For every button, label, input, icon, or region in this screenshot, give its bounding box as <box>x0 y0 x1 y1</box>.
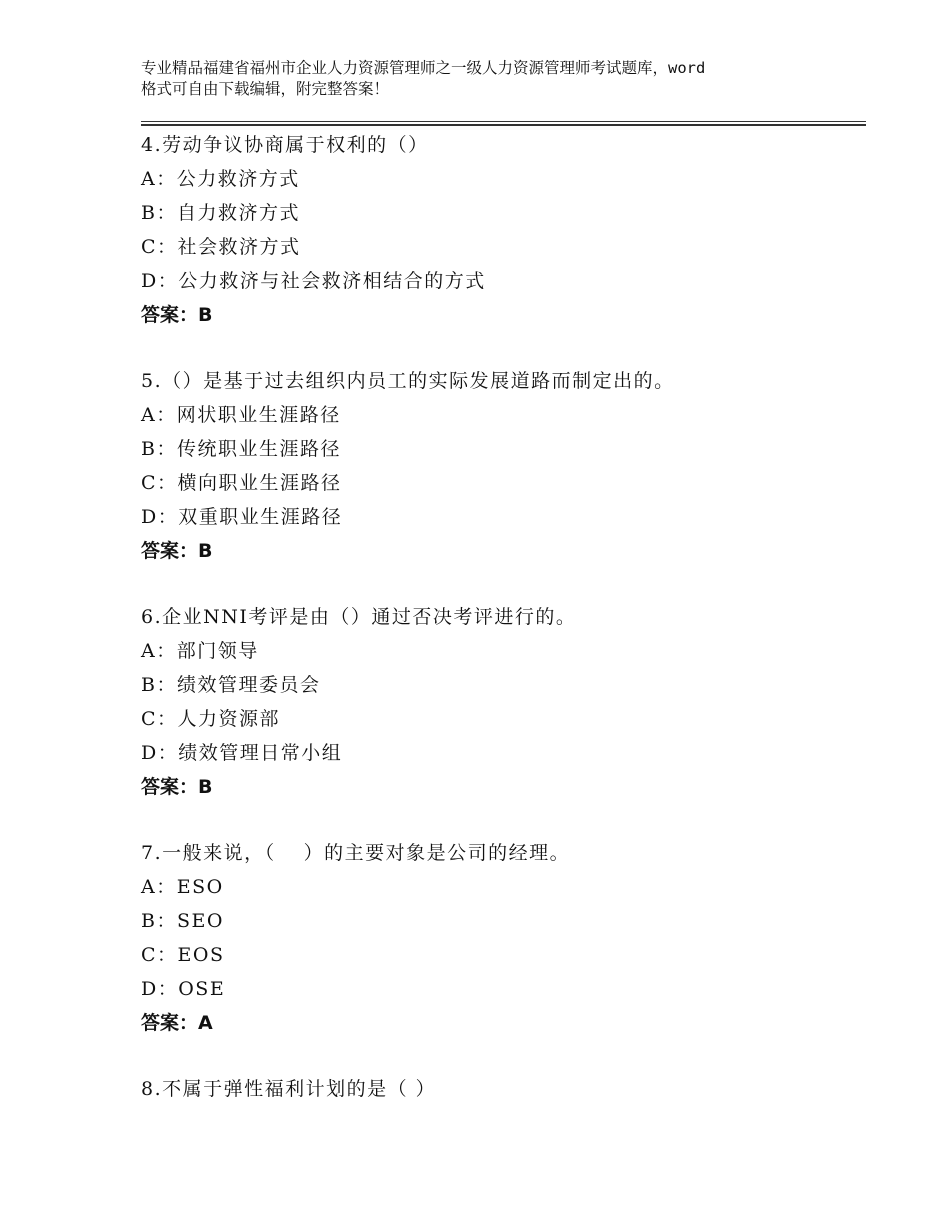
question-7 <box>141 836 861 1040</box>
question-4 <box>141 128 861 332</box>
option-d: D：绩效管理日常小组 <box>141 742 343 764</box>
option-c: C：人力资源部 <box>141 708 281 730</box>
option-a: A：公力救济方式 <box>141 168 300 190</box>
question-stem: 5.（）是基于过去组织内员工的实际发展道路而制定出的。 <box>141 370 675 392</box>
option-a: A：ESO <box>141 876 224 898</box>
question-5 <box>141 364 861 568</box>
answer-label: 答案：B <box>141 304 213 326</box>
answer-label: 答案：B <box>141 540 213 562</box>
answer-label: 答案：A <box>141 1012 213 1034</box>
option-d: D：双重职业生涯路径 <box>141 506 343 528</box>
answer-label: 答案：B <box>141 776 213 798</box>
option-b: B：绩效管理委员会 <box>141 674 321 696</box>
question-stem: 6.企业NNI考评是由（）通过否决考评进行的。 <box>141 606 577 628</box>
option-b: B：传统职业生涯路径 <box>141 438 341 460</box>
question-stem: 4.劳动争议协商属于权利的（） <box>141 134 429 156</box>
option-d: D：OSE <box>141 978 226 1000</box>
header-divider-thin <box>141 121 866 122</box>
question-stem: 7.一般来说，（ ）的主要对象是公司的经理。 <box>141 842 571 864</box>
question-8 <box>141 1072 861 1106</box>
header-title-line-1: 专业精品福建省福州市企业人力资源管理师之一级人力资源管理师考试题库，word <box>141 59 706 77</box>
option-d: D：公力救济与社会救济相结合的方式 <box>141 270 486 292</box>
option-a: A：部门领导 <box>141 640 259 662</box>
question-6 <box>141 600 861 804</box>
header-divider-thick <box>141 124 866 126</box>
option-c: C：社会救济方式 <box>141 236 301 258</box>
option-c: C：EOS <box>141 944 225 966</box>
document-header <box>141 58 841 100</box>
question-list <box>141 128 861 1138</box>
header-title-line-2: 格式可自由下载编辑，附完整答案！ <box>141 80 390 98</box>
option-a: A：网状职业生涯路径 <box>141 404 341 426</box>
option-b: B：SEO <box>141 910 224 932</box>
option-c: C：横向职业生涯路径 <box>141 472 342 494</box>
question-stem: 8.不属于弹性福利计划的是（ ） <box>141 1078 437 1100</box>
option-b: B：自力救济方式 <box>141 202 300 224</box>
